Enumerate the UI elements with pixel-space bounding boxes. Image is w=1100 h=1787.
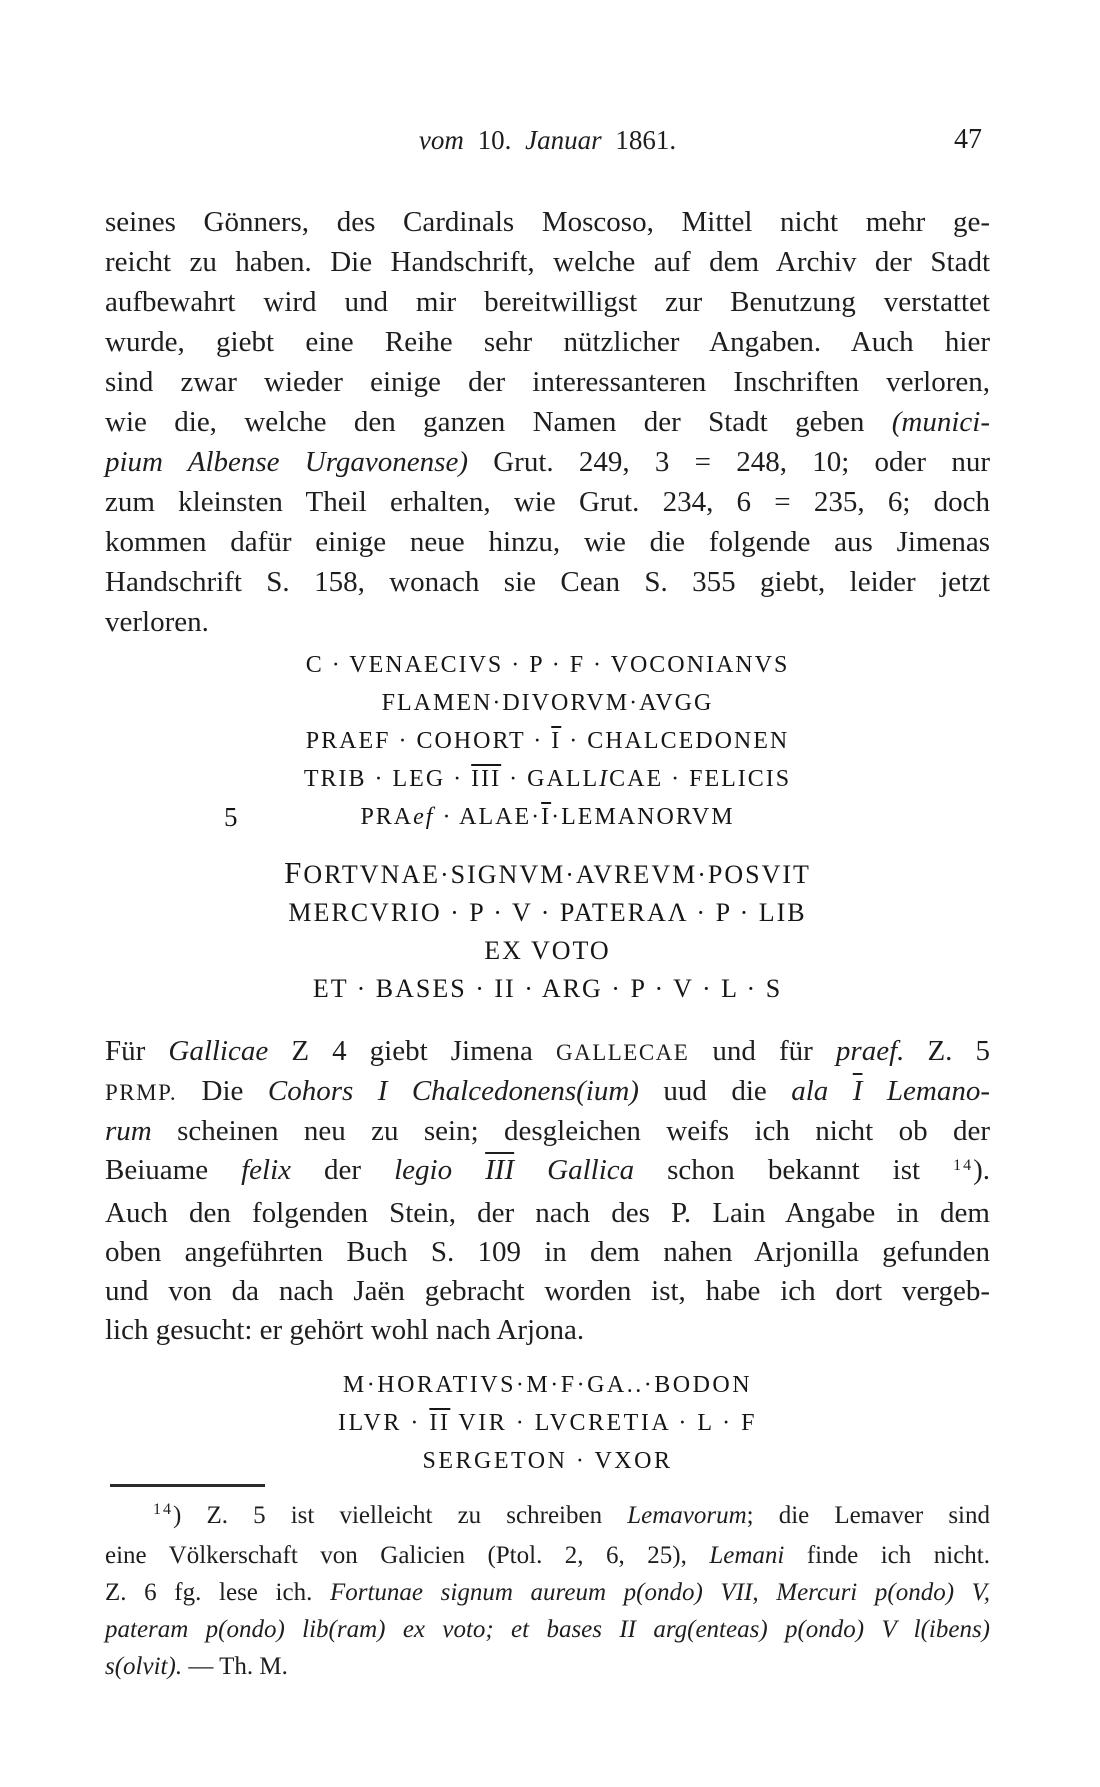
body-text-line (105, 322, 990, 362)
text-segment: Gallica (514, 1154, 635, 1186)
text-segment: Z. 5 (904, 1035, 990, 1067)
text-segment: ala (791, 1075, 853, 1107)
inscription-line (105, 970, 990, 1008)
text-segment: kommen dafür einige neue hinzu, wie die folgende aus Jimenas (105, 526, 990, 558)
text-segment: seines Gönners, des Cardinals Moscoso, Mittel nicht mehr ge- (105, 206, 990, 238)
text-segment: ·LEMANORVM (551, 804, 735, 830)
body-text-line (105, 1311, 990, 1350)
text-segment: ef (413, 804, 435, 830)
footnote-text-line (105, 1611, 990, 1648)
body-paragraph-1 (105, 202, 990, 642)
text-segment: zum kleinsten Theil erhalten, wie Grut. 234, 6 = 235, 6; doch (105, 486, 990, 518)
text-segment: Für (105, 1035, 169, 1067)
text-segment: uud die (638, 1075, 792, 1107)
footnote-text-line (105, 1497, 990, 1537)
text-segment: ET · BASES · II · ARG · P · V · L · S (312, 974, 783, 1003)
text-segment: wie die, welche den ganzen Namen der Stadt geben (105, 406, 892, 438)
latin-inscription-1-lower (105, 854, 990, 1008)
footnote (105, 1497, 990, 1685)
text-segment: $\overline{II}$ (429, 1410, 451, 1436)
text-segment: Handschrift S. 158, wonach sie Cean S. 355 giebt, leider jetzt (105, 566, 990, 598)
text-segment: verloren. (105, 606, 209, 638)
text-segment: wurde, giebt eine Reihe sehr nützlicher Angaben. Auch hier (105, 326, 990, 358)
body-text-line (105, 482, 990, 522)
text-segment: C · VENAECIVS · P · F · VOCONIANVS (305, 652, 790, 678)
footnote-text-line (105, 1648, 990, 1685)
text-block (105, 122, 990, 1685)
text-segment: Lemani (709, 1542, 785, 1569)
text-segment: — Th. M. (182, 1653, 288, 1680)
text-segment: schon bekannt ist (634, 1154, 954, 1186)
text-segment: PRMP. (105, 1080, 178, 1105)
text-segment: rum (105, 1115, 152, 1147)
inscription-line-number: 5 (224, 802, 238, 832)
text-segment: und für (689, 1035, 836, 1067)
page-header (105, 122, 990, 158)
text-segment: pium Albense Urgavonense) (105, 446, 468, 478)
text-segment: F (284, 855, 304, 890)
text-segment: Lemano- (862, 1075, 990, 1107)
text-segment: $\overline{III}$ (485, 1154, 515, 1186)
text-segment: eine Völkerschaft von Galicien (Ptol. 2, 6, 25), (105, 1542, 710, 1569)
body-text-line (105, 1112, 990, 1151)
inscription-line (105, 798, 990, 836)
text-segment: I (599, 766, 610, 792)
text-segment: M·HORATIVS·M·F·GA..·BODON (342, 1372, 753, 1398)
text-segment: vom (418, 125, 478, 155)
text-segment: MERCVRIO · P · V · PATERAΛ · P · LIB (288, 898, 807, 927)
body-text-line (105, 1072, 990, 1112)
text-segment: finde ich nicht. (784, 1542, 990, 1569)
text-segment: PRAEF · COHORT · (305, 728, 552, 754)
text-segment: EX VOTO (484, 936, 611, 965)
body-text-line (105, 1194, 990, 1233)
text-segment: FLAMEN·DIVORVM·AVGG (381, 690, 714, 716)
text-segment: SERGETON · VXOR (422, 1448, 673, 1474)
text-segment: praef. (835, 1035, 905, 1067)
text-segment: · ALAE· (434, 804, 542, 830)
text-segment: 14 (153, 1501, 173, 1518)
inscription-line (105, 646, 990, 684)
text-segment: Cohors I Chalcedonens(ium) (267, 1075, 639, 1107)
latin-inscription-1-upper (105, 646, 990, 836)
body-text-line (105, 202, 990, 242)
text-segment: reicht zu haben. Die Handschrift, welche auf dem Archiv der Stadt (105, 246, 990, 278)
text-segment: s(olvit). (105, 1653, 183, 1680)
body-text-line (105, 442, 990, 482)
text-segment: legio (394, 1154, 486, 1186)
inscription-line (105, 684, 990, 722)
footnote-text-line (105, 1537, 990, 1574)
text-segment: der (291, 1154, 395, 1186)
text-segment: (munici- (891, 406, 990, 438)
text-segment: ; die Lemaver sind (746, 1502, 990, 1529)
inscription-line (105, 932, 990, 970)
text-segment: Z. 6 fg. lese ich. (105, 1579, 330, 1606)
text-segment: 1861. (601, 125, 677, 155)
inscription-line (105, 894, 990, 932)
text-segment: und von da nach Jaën gebracht worden ist, habe ich dort vergeb- (105, 1275, 990, 1307)
text-segment: Beiuame (105, 1154, 242, 1186)
text-segment: Grut. 249, 3 = 248, 10; oder nur (467, 446, 990, 478)
latin-inscription-2 (105, 1366, 990, 1480)
inscription-line (105, 722, 990, 760)
running-title (105, 122, 990, 158)
text-segment: Die (177, 1075, 268, 1107)
text-segment: Gallicae (168, 1035, 269, 1067)
running-title-line (105, 122, 990, 158)
body-text-line (105, 1233, 990, 1272)
inscription-line (105, 1442, 990, 1480)
text-segment: Auch den folgenden Stein, der nach des P. Lain Angabe in dem (105, 1197, 990, 1229)
text-segment: ILVR · (338, 1410, 430, 1436)
body-text-line (105, 1151, 990, 1194)
inscription-line (105, 854, 990, 894)
text-segment: $\overline{I}$ (541, 804, 552, 830)
text-segment: 10. (477, 125, 526, 155)
text-segment: Z 4 giebt Jimena (268, 1035, 556, 1067)
text-segment: aufbewahrt wird und mir bereitwilligst zur Benutzung verstattet (105, 286, 990, 318)
body-text-line (105, 362, 990, 402)
inscription-line (105, 1366, 990, 1404)
body-text-line (105, 282, 990, 322)
inscription-line (105, 1404, 990, 1442)
text-segment: Fortunae signum aureum p(ondo) VII, Mercuri p(ondo) V, (329, 1579, 990, 1606)
text-segment: CAE · FELICIS (609, 766, 792, 792)
text-segment: 14 (953, 1157, 974, 1174)
body-text-line (105, 242, 990, 282)
text-segment: ORTVNAE·SIGNVM·AVREVM·POSVIT (303, 860, 811, 889)
text-segment: GALLECAE (555, 1040, 690, 1065)
page-number: 47 (954, 124, 982, 155)
text-segment: felix (241, 1154, 292, 1186)
body-text-line (105, 602, 990, 642)
text-segment: TRIB · LEG · (303, 766, 472, 792)
text-segment: pateram p(ondo) lib(ram) ex voto; et bases II arg(enteas) p(ondo) V l(ibens) (105, 1616, 990, 1643)
text-segment: sind zwar wieder einige der interessanteren Inschriften verloren, (105, 366, 990, 398)
text-segment: $\overline{I}$ (551, 728, 562, 754)
body-text-line (105, 1032, 990, 1072)
text-segment: VIR · LVCRETIA · L · F (450, 1410, 757, 1436)
body-text-line (105, 522, 990, 562)
text-segment: Januar (525, 125, 602, 155)
text-segment: · GALL (501, 766, 600, 792)
body-text-line (105, 1272, 990, 1311)
text-segment: scheinen neu zu sein; desgleichen weifs ich nicht ob der (151, 1115, 990, 1147)
text-segment: PRA (360, 804, 414, 830)
text-segment: ) Z. 5 ist vielleicht zu schreiben (173, 1502, 628, 1529)
text-segment: lich gesucht: er gehört wohl nach Arjona. (105, 1314, 585, 1346)
inscription-line (105, 760, 990, 798)
footnote-text-line (105, 1574, 990, 1611)
text-segment: oben angeführten Buch S. 109 in dem nahen Arjonilla gefunden (105, 1236, 990, 1268)
body-paragraph-2 (105, 1032, 990, 1350)
footnote-separator-rule (110, 1484, 265, 1487)
text-segment: ). (973, 1154, 990, 1186)
text-segment: Lemavorum (627, 1502, 747, 1529)
body-text-line (105, 562, 990, 602)
text-segment: $\overline{I}$ (852, 1075, 863, 1107)
text-segment: · CHALCEDONEN (561, 728, 790, 754)
body-text-line (105, 402, 990, 442)
text-segment: $\overline{III}$ (471, 766, 502, 792)
